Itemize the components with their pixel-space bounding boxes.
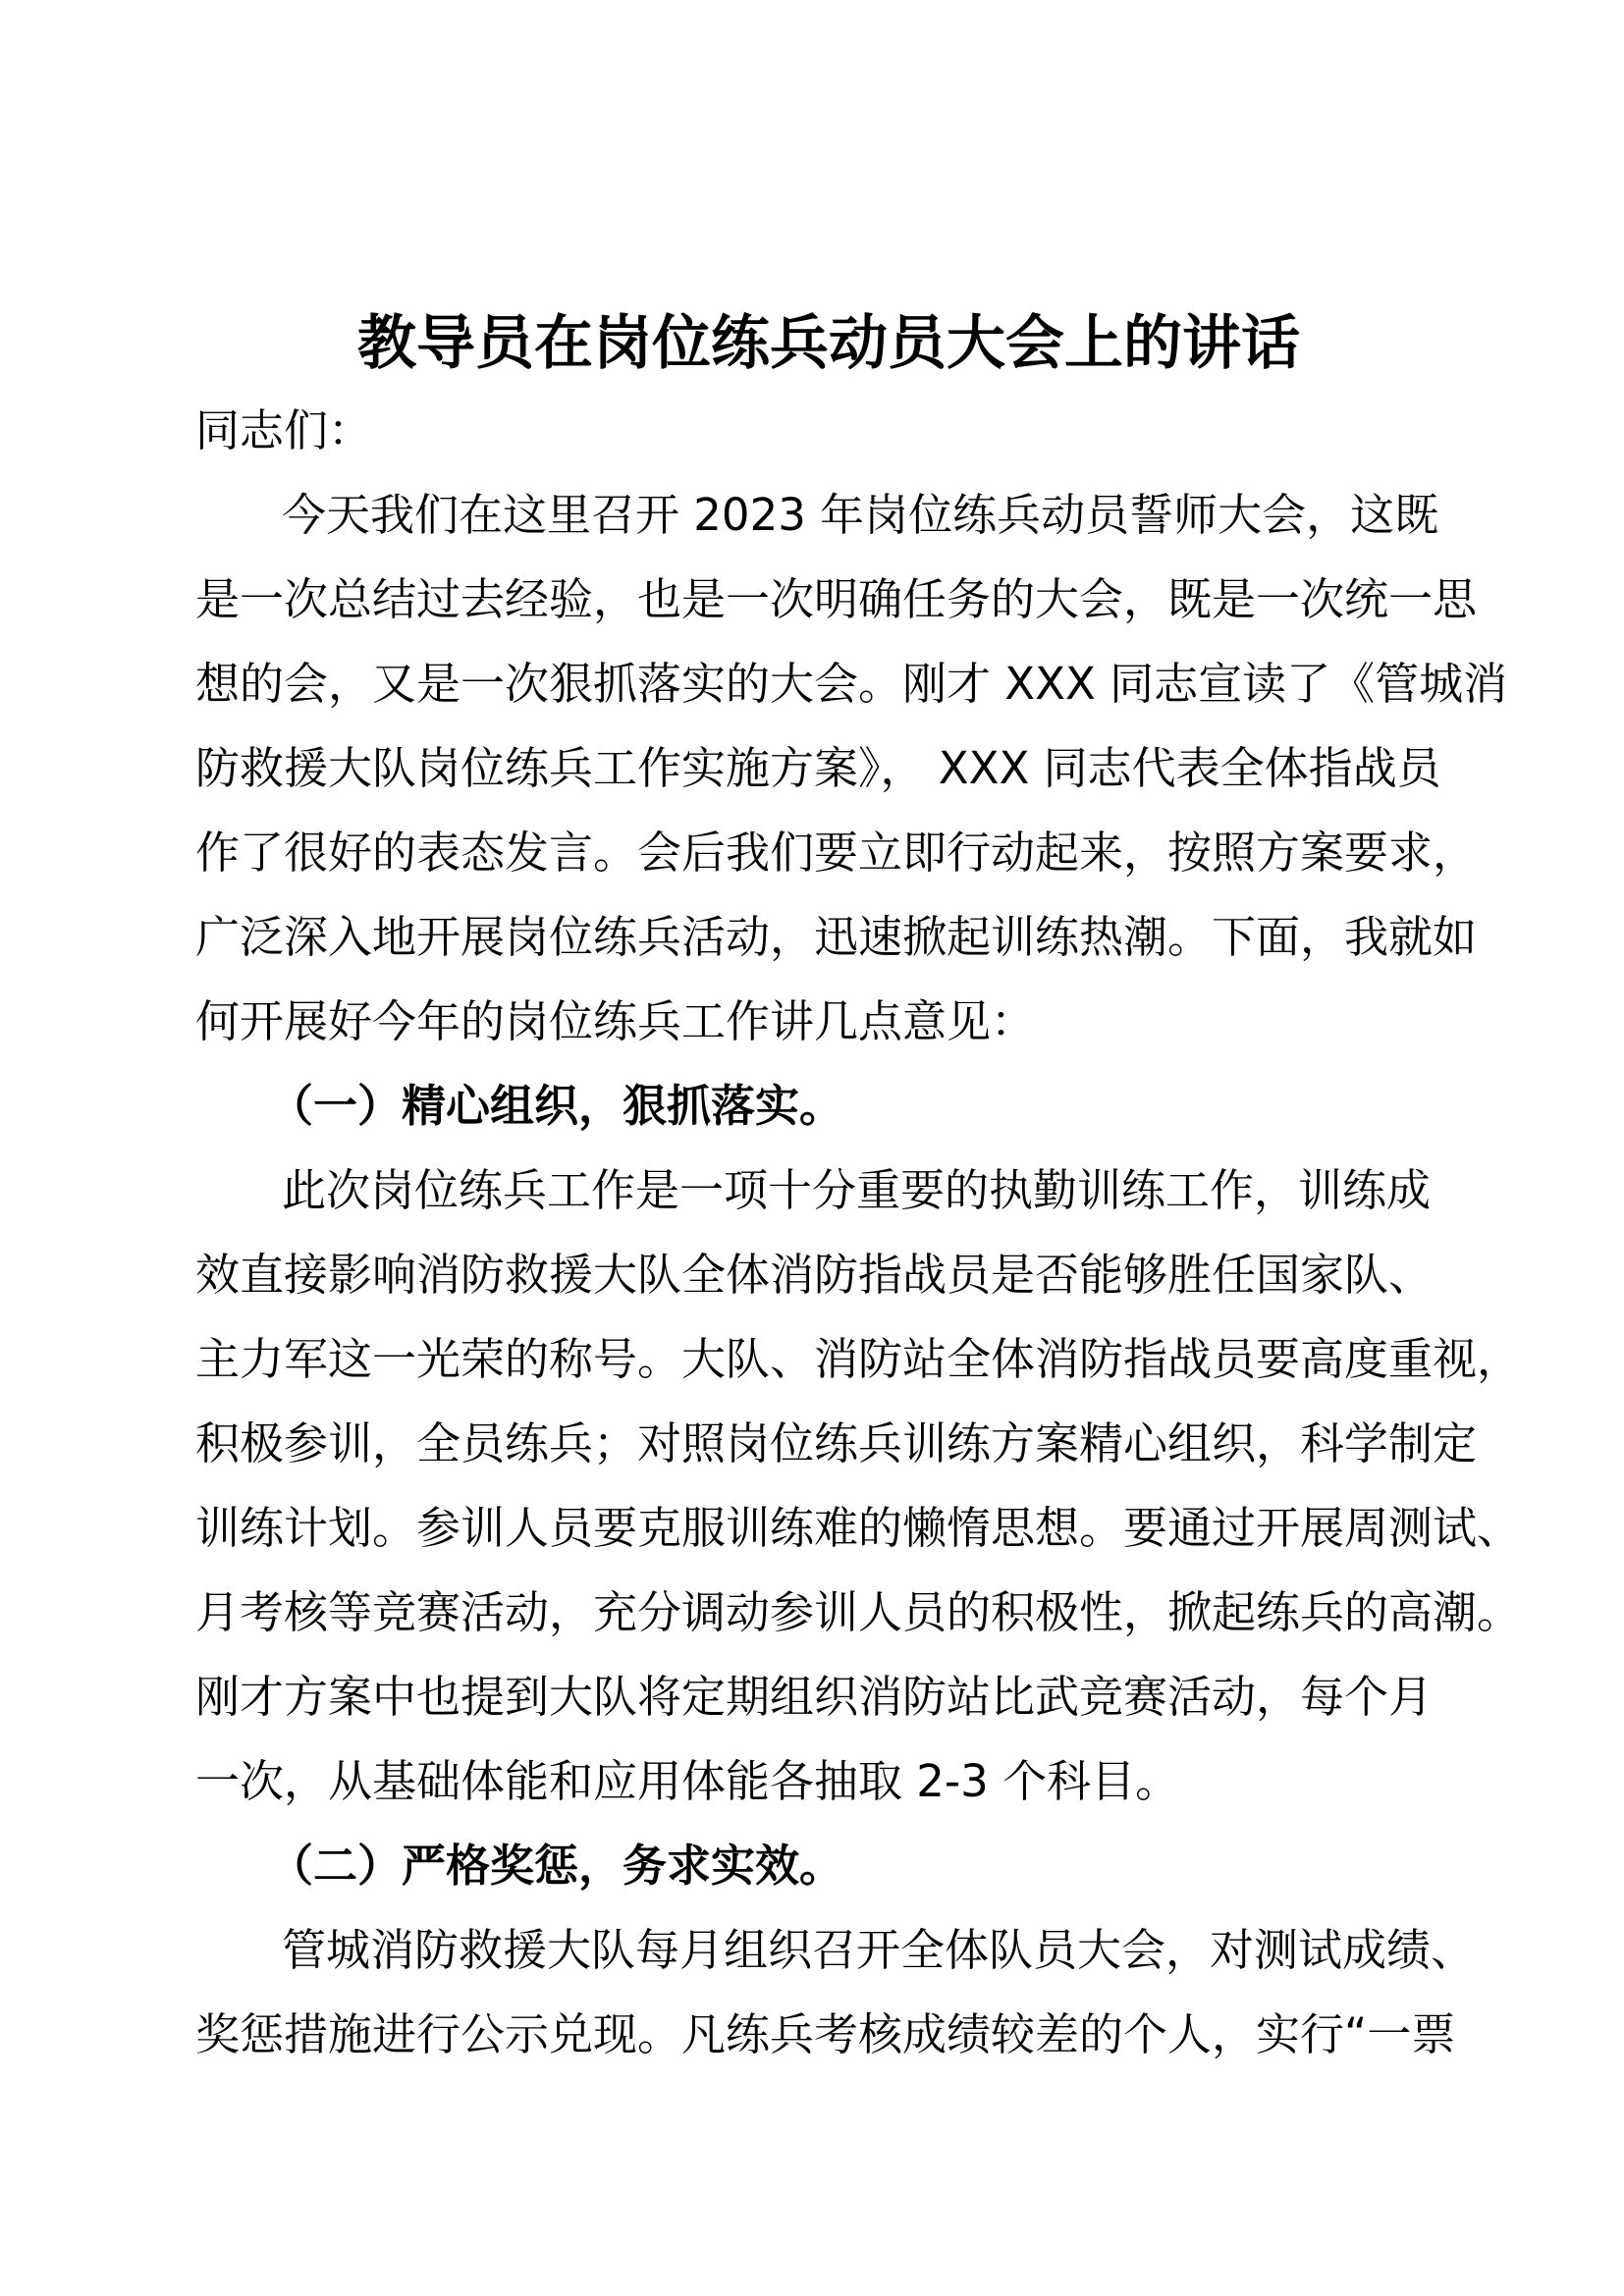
section-heading: （一）精心组织，狠抓落实。 [269, 1080, 844, 1132]
section1-line: 此次岗位练兵工作是一项十分重要的执勤训练工作，训练成 [282, 1164, 1432, 1216]
section2-line: 管城消防救援大队每月组织召开全体队员大会，对测试成绩、 [282, 1924, 1476, 1976]
intro-line: 何开展好今年的岗位练兵工作讲几点意见： [195, 995, 1036, 1047]
intro-line: 广泛深入地开展岗位练兵活动，迅速掀起训练热潮。下面，我就如 [195, 911, 1478, 963]
intro-line: 今天我们在这里召开 2023 年岗位练兵动员誓师大会，这既 [282, 489, 1439, 541]
section2-line: 奖惩措施进行公示兑现。凡练兵考核成绩较差的个人，实行“一票 [195, 2008, 1456, 2060]
section1-line: 刚才方案中也提到大队将定期组织消防站比武竞赛活动，每个月 [195, 1671, 1434, 1723]
document-body [195, 296, 1522, 2077]
section1-line: 积极参训，全员练兵；对照岗位练兵训练方案精心组织，科学制定 [195, 1417, 1478, 1469]
section1-line: 一次，从基础体能和应用体能各抽取 2-3 个科目。 [195, 1755, 1180, 1807]
intro-line: 是一次总结过去经验，也是一次明确任务的大会，既是一次统一思 [195, 573, 1478, 625]
intro-line: 想的会，又是一次狠抓落实的大会。刚才 XXX 同志宣读了《管城消 [195, 658, 1508, 710]
document-title: 教导员在岗位练兵动员大会上的讲话 [357, 309, 1300, 378]
salutation: 同志们： [195, 404, 373, 456]
section1-line: 训练计划。参训人员要克服训练难的懒惰思想。要通过开展周测试、 [195, 1502, 1522, 1554]
section1-line: 月考核等竞赛活动，充分调动参训人员的积极性，掀起练兵的高潮。 [195, 1586, 1522, 1638]
intro-line: 作了很好的表态发言。会后我们要立即行动起来，按照方案要求， [195, 827, 1478, 879]
section1-line: 效直接影响消防救援大队全体消防指战员是否能够胜任国家队、 [195, 1249, 1434, 1301]
section-heading: （二）严格奖惩，务求实效。 [269, 1840, 844, 1892]
intro-line: 防救援大队岗位练兵工作实施方案》， XXX 同志代表全体指战员 [195, 742, 1441, 794]
section1-line: 主力军这一光荣的称号。大队、消防站全体消防指战员要高度重视， [195, 1333, 1522, 1385]
